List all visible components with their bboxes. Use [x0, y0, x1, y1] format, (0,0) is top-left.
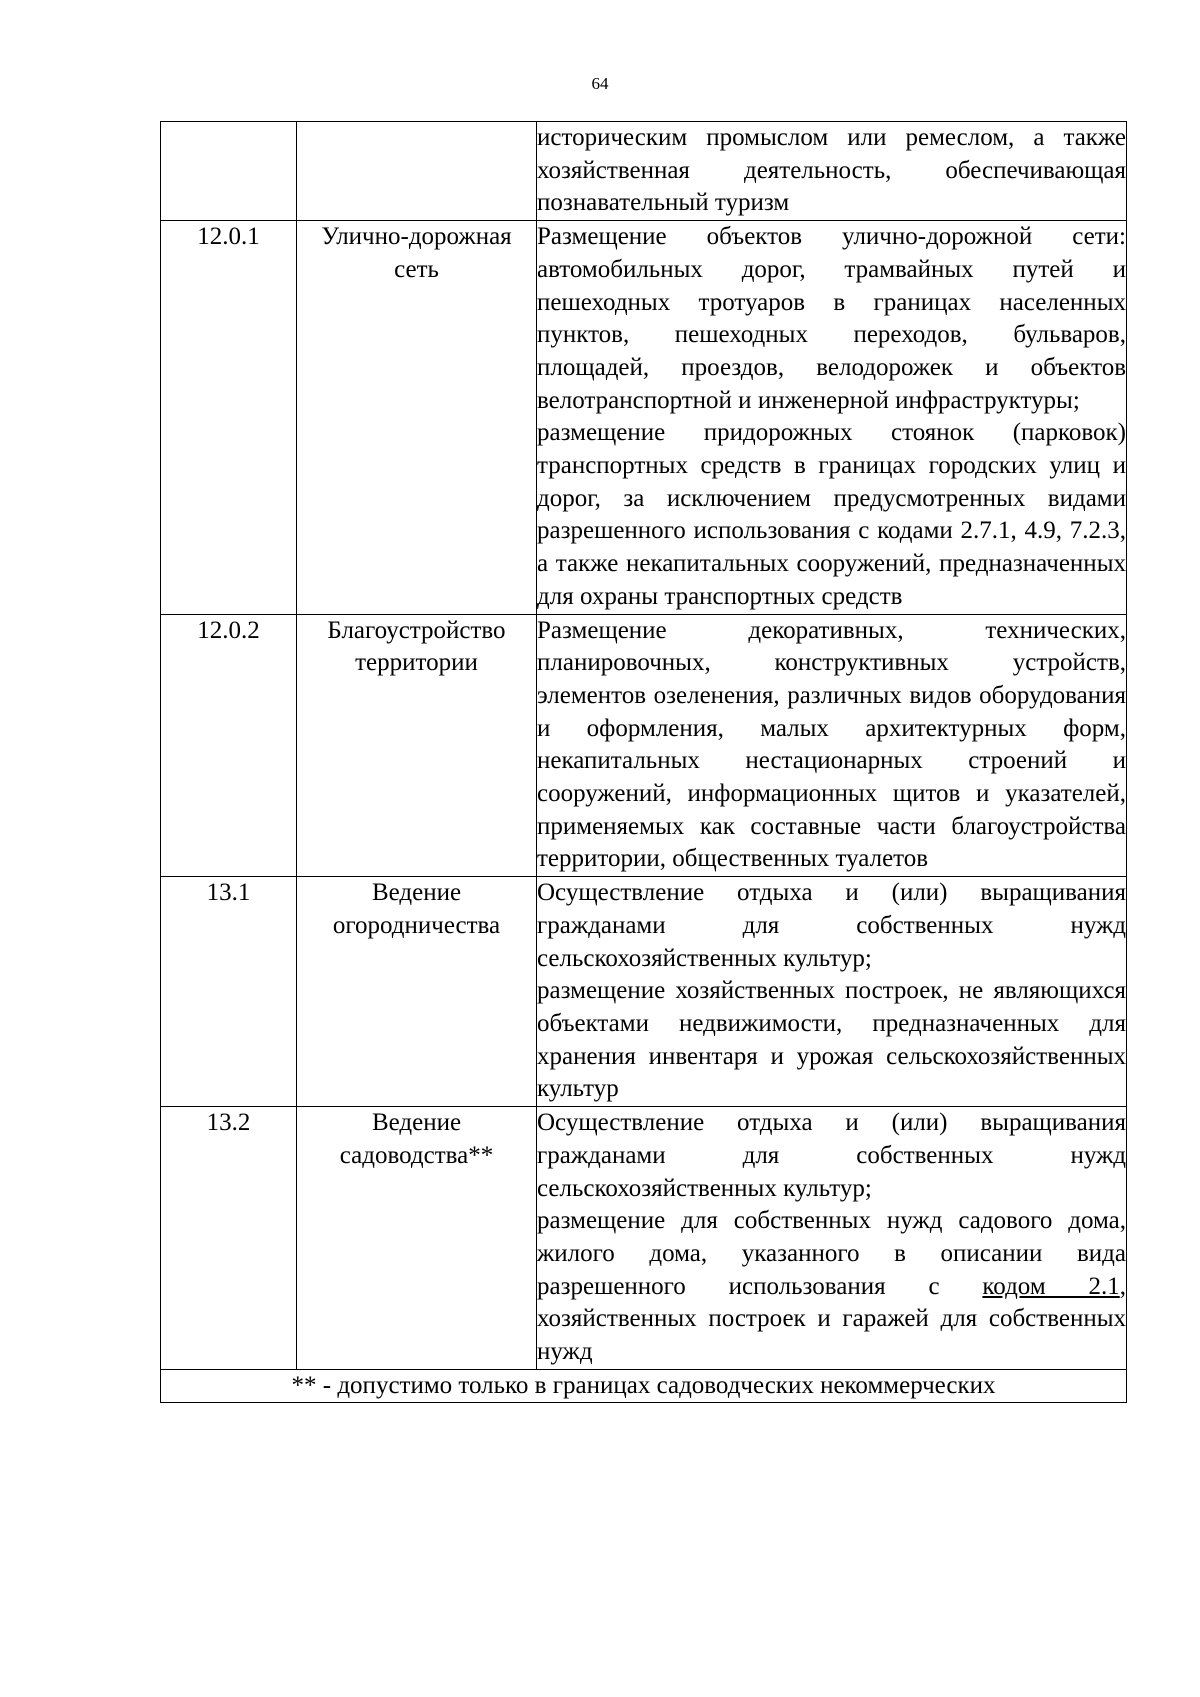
row-code: 13.1 — [161, 877, 297, 1107]
description-paragraph: размещение придорожных стоянок (парковок) транспортных средств в границах городских улиц и дорог, за исключением предусмотренных видами разрешенного использования с кодами 2.7.1, 4.9, 7.2.3, а также некапитальных сооружений, предназначенных для охраны транспортных средств — [537, 419, 1126, 610]
description-paragraph: историческим промыслом или ремеслом, а также хозяйственная деятельность, обеспечивающая познавательный туризм — [537, 124, 1126, 217]
table-row — [161, 614, 1127, 877]
row-name: Благоустройство территории — [297, 614, 537, 877]
description-paragraph: Осуществление отдыха и (или) выращивания гражданами для собственных нужд сельскохозяйственных культур; — [537, 1109, 1126, 1202]
description-text: , хозяйственных построек и гаражей для собственных нужд — [537, 1272, 1126, 1366]
description-paragraph — [537, 1205, 1126, 1369]
row-name: Ведение садоводства** — [297, 1107, 537, 1370]
row-description — [537, 614, 1127, 877]
table-row — [161, 221, 1127, 614]
footnote: ** - допустимо только в границах садоводческих некоммерческих — [161, 1369, 1127, 1403]
description-paragraph: Осуществление отдыха и (или) выращивания гражданами для собственных нужд сельскохозяйственных культур; — [537, 879, 1126, 972]
row-description — [537, 1107, 1127, 1370]
table-row — [161, 122, 1127, 221]
description-paragraph: Размещение декоративных, технических, планировочных, конструктивных устройств, элементов озеленения, различных видов оборудования и оформления, малых архитектурных форм, некапитальных нестационарных строений и сооружений, информационных щитов и указателей, применяемых как составные части благоустройства территории, общественных туалетов — [537, 616, 1126, 873]
row-description — [537, 877, 1127, 1107]
row-name: Улично-дорожная сеть — [297, 221, 537, 614]
row-code — [161, 122, 297, 221]
description-paragraph: Размещение объектов улично-дорожной сети: автомобильных дорог, трамвайных путей и пешеходных тротуаров в границах населенных пунктов, пешеходных переходов, бульваров, площадей, проездов, велодорожек и объектов велотранспортной и инженерной инфраструктуры; — [537, 223, 1126, 414]
row-description — [537, 122, 1127, 221]
land-use-table — [160, 121, 1127, 1403]
table-row — [161, 877, 1127, 1107]
row-name — [297, 122, 537, 221]
row-code: 12.0.1 — [161, 221, 297, 614]
row-code: 13.2 — [161, 1107, 297, 1370]
footnote-row — [161, 1369, 1127, 1403]
description-text: размещение для собственных нужд садового дома, жилого дома, указанного в описании вида разрешенного использования с — [537, 1207, 1126, 1300]
row-description — [537, 221, 1127, 614]
row-name: Ведение огородничества — [297, 877, 537, 1107]
page-number: 64 — [591, 74, 609, 93]
row-code: 12.0.2 — [161, 614, 297, 877]
code-2-1-link[interactable]: кодом 2.1 — [982, 1272, 1120, 1300]
table-row — [161, 1107, 1127, 1370]
description-paragraph: размещение хозяйственных построек, не являющихся объектами недвижимости, предназначенных для хранения инвентаря и урожая сельскохозяйственных культур — [537, 977, 1126, 1103]
